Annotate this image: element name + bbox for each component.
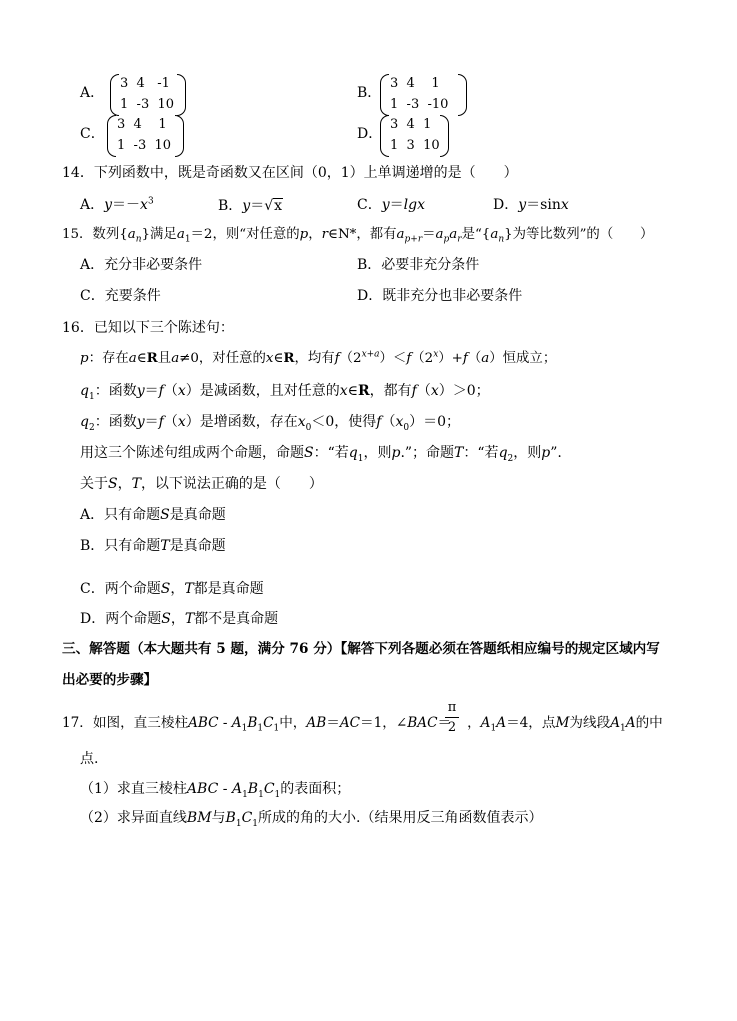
sqrt-sign: √ xyxy=(264,198,274,214)
var: x xyxy=(560,197,569,213)
subscript: 1 xyxy=(258,789,264,800)
superscript: x xyxy=(433,349,439,360)
text: ，则 xyxy=(363,445,392,461)
var: ABC xyxy=(188,715,219,731)
var: x xyxy=(265,351,274,366)
var: A xyxy=(625,715,636,731)
q16-option-d xyxy=(80,612,278,626)
var: T xyxy=(184,611,195,627)
right-paren xyxy=(458,74,467,116)
matrix-row xyxy=(390,76,440,91)
text: ＝ xyxy=(144,383,159,399)
text: ）＜ xyxy=(379,351,407,366)
var: f xyxy=(158,383,164,399)
subscript: 1 xyxy=(274,789,281,800)
var: a xyxy=(171,351,180,366)
matrix-row xyxy=(117,117,167,132)
q14-option-c xyxy=(357,198,425,212)
var: x xyxy=(177,414,186,430)
subscript: 1 xyxy=(357,453,364,464)
text: ，均有 xyxy=(294,351,335,366)
var: a xyxy=(435,227,444,242)
right-paren xyxy=(440,115,449,157)
matrix-row xyxy=(120,76,170,91)
text: ）是减函数，且对任意的 xyxy=(185,383,340,399)
fraction-bar xyxy=(445,717,459,718)
text: }满足 xyxy=(141,227,177,242)
cell: 1 xyxy=(120,97,129,112)
text: ）＝0； xyxy=(409,414,461,430)
var: y xyxy=(104,197,113,213)
q16-about-line xyxy=(80,477,323,491)
text: ＝2，则“对任意的 xyxy=(190,227,300,242)
option-label: A． xyxy=(80,197,105,213)
q17-part1 xyxy=(80,781,351,800)
cell: 1 xyxy=(390,97,399,112)
var: a xyxy=(481,351,490,366)
q17-stem-line1 xyxy=(62,715,663,734)
q16-stem: 16．已知以下三个陈述句： xyxy=(62,320,234,336)
var: a xyxy=(490,227,499,242)
cell: 4 xyxy=(406,117,415,132)
text: ）＞0； xyxy=(438,383,490,399)
text: ＝ xyxy=(250,198,265,214)
var: BM xyxy=(186,810,212,826)
cell: 1 xyxy=(117,138,126,153)
subscript: 2 xyxy=(507,453,514,464)
var: R xyxy=(283,350,295,366)
cell: 10 xyxy=(423,138,440,153)
subscript: 0 xyxy=(305,422,312,433)
text: ：函数 xyxy=(94,414,137,430)
var: B xyxy=(247,781,259,797)
q13-option-a-matrix xyxy=(110,76,185,114)
var: y xyxy=(518,197,527,213)
text: 是真命题 xyxy=(169,538,226,554)
cell: -3 xyxy=(406,97,420,112)
var: S xyxy=(304,445,314,461)
text: ∈ xyxy=(273,351,284,366)
text: ：“若 xyxy=(313,445,349,461)
q13-option-c-label: C． xyxy=(80,126,105,142)
text: 都不是真命题 xyxy=(194,611,279,627)
var: a xyxy=(128,351,137,366)
text: 所成的角的大小.（结果用反三角函数值表示） xyxy=(258,810,543,826)
q13-option-b-label: B． xyxy=(357,85,382,101)
text: （ xyxy=(467,351,482,366)
matrix-row xyxy=(390,138,440,153)
section3-heading-line2: 出必要的步骤】 xyxy=(62,672,158,688)
var: A xyxy=(480,715,491,731)
subscript: n xyxy=(135,234,142,245)
q13-option-d-label: D． xyxy=(357,126,383,142)
cell: 3 xyxy=(390,76,399,91)
var: A xyxy=(610,715,621,731)
subscript: 1 xyxy=(252,818,259,829)
var: f xyxy=(158,414,164,430)
var: y xyxy=(136,414,145,430)
subscript: 1 xyxy=(273,723,280,734)
cell: -3 xyxy=(133,138,147,153)
q16-option-b xyxy=(80,539,226,553)
text: ， xyxy=(117,476,132,492)
subscript: 1 xyxy=(257,723,264,734)
var: p xyxy=(541,445,551,461)
cell: 10 xyxy=(157,97,175,112)
var: a xyxy=(127,227,136,242)
var: a xyxy=(449,227,458,242)
text: ＜0，使得 xyxy=(311,414,377,430)
q15-option-c: C．充要条件 xyxy=(80,288,161,304)
text: ， xyxy=(170,611,185,627)
text: ≠0，对任意的 xyxy=(179,351,266,366)
q17-fraction-pi-over-2 xyxy=(445,700,459,735)
q15-option-d: D．既非充分也非必要条件 xyxy=(357,288,523,304)
var: A xyxy=(496,715,507,731)
text: ＝sin xyxy=(526,197,561,213)
var: a xyxy=(396,227,405,242)
text: 是真命题 xyxy=(169,507,226,523)
var: AC xyxy=(339,715,361,731)
text: 且 xyxy=(157,351,172,366)
var: T xyxy=(454,445,464,461)
var: T xyxy=(184,581,194,597)
var: p xyxy=(80,351,89,366)
text: 为线段 xyxy=(569,715,611,731)
var: x xyxy=(297,414,306,430)
var: C xyxy=(263,781,275,797)
var: x xyxy=(395,414,404,430)
text: ，都有 xyxy=(369,383,412,399)
var: f xyxy=(462,351,468,366)
var: x xyxy=(430,383,439,399)
cell: -3 xyxy=(136,97,150,112)
var: AB xyxy=(306,715,327,731)
text: D．两个命题 xyxy=(80,611,162,627)
option-label: D． xyxy=(493,197,519,213)
text: ：“若 xyxy=(463,445,499,461)
right-paren xyxy=(177,74,186,116)
text: ＝ xyxy=(422,227,436,242)
text: ＝－ xyxy=(112,197,141,213)
text: 17．如图，直三棱柱 xyxy=(62,715,189,731)
text: 是“{ xyxy=(461,227,491,242)
subscript: 1 xyxy=(620,723,626,734)
text: ， xyxy=(170,581,185,597)
matrix-row xyxy=(117,138,171,153)
var: f xyxy=(411,383,417,399)
q14-option-b xyxy=(218,198,283,213)
var: f xyxy=(376,414,382,430)
text: 的中 xyxy=(635,715,663,731)
text: 与 xyxy=(211,810,226,826)
option-label: B． xyxy=(218,198,243,214)
text: ＝ xyxy=(437,715,452,731)
cell: 1 xyxy=(390,138,399,153)
q16-statement-q2 xyxy=(80,414,461,433)
var: y xyxy=(381,197,390,213)
var: q xyxy=(80,383,89,399)
q17-stem-line2: 点. xyxy=(80,751,99,767)
var: S xyxy=(160,507,170,523)
subscript: 1 xyxy=(490,723,497,734)
subscript: 1 xyxy=(242,789,248,800)
text: 都是真命题 xyxy=(193,581,264,597)
cell: 10 xyxy=(154,138,172,153)
var: A xyxy=(231,781,243,797)
text: ＝ xyxy=(389,197,404,213)
text: ∈N*，都有 xyxy=(328,227,397,242)
var: q xyxy=(348,445,358,461)
radicand: x xyxy=(274,198,283,214)
subscript: p+r xyxy=(404,234,423,245)
var: f xyxy=(406,351,412,366)
matrix-row xyxy=(390,117,431,132)
right-paren xyxy=(175,115,184,157)
var: a xyxy=(176,227,185,242)
var: x xyxy=(140,197,148,213)
text: （2 xyxy=(339,351,362,366)
q16-statement-p xyxy=(80,349,557,366)
q14-option-a xyxy=(80,198,154,212)
subscript: 1 xyxy=(184,234,191,245)
cell: -1 xyxy=(157,76,170,91)
q16-option-c xyxy=(80,582,264,596)
q16-option-a xyxy=(80,508,226,522)
text: ）+ xyxy=(438,351,463,366)
matrix-row xyxy=(390,97,448,112)
var: r xyxy=(321,227,329,242)
var: p xyxy=(391,445,401,461)
text: （ xyxy=(416,383,431,399)
cell: 4 xyxy=(136,76,145,91)
cell: 3 xyxy=(406,138,415,153)
q14-stem: 14．下列函数中，既是奇函数又在区间（0，1）上单调递增的是（ ） xyxy=(62,165,518,181)
var: B xyxy=(247,715,258,731)
text: ， xyxy=(467,715,481,731)
denominator: 2 xyxy=(447,720,457,735)
subscript: 1 xyxy=(241,723,248,734)
q16-compose-line xyxy=(80,445,562,464)
text: ∈ xyxy=(136,351,147,366)
subscript: 1 xyxy=(235,818,242,829)
var: q xyxy=(498,445,508,461)
text: ”. xyxy=(550,445,562,461)
text: （2）求异面直线 xyxy=(80,810,187,826)
var: C xyxy=(263,715,274,731)
subscript: r xyxy=(457,234,462,245)
q15-option-b: B．必要非充分条件 xyxy=(357,257,480,273)
text: ＝ xyxy=(326,715,340,731)
var: x xyxy=(177,383,186,399)
text: B．只有命题 xyxy=(80,538,161,554)
text: 的表面积； xyxy=(280,781,351,797)
q13-option-b-matrix xyxy=(380,76,465,114)
cell: 1 xyxy=(158,117,167,132)
var: BAC xyxy=(407,715,438,731)
text: 关于 xyxy=(80,476,108,492)
text: ∈ xyxy=(347,383,358,399)
text: - xyxy=(218,781,232,797)
q13-option-c-matrix xyxy=(107,117,182,155)
var: S xyxy=(108,476,118,492)
text: ：函数 xyxy=(94,383,137,399)
left-paren xyxy=(110,74,119,116)
left-paren xyxy=(107,115,116,157)
numerator: π xyxy=(447,700,457,715)
cell: 3 xyxy=(120,76,129,91)
cell: 1 xyxy=(431,76,440,91)
var: T xyxy=(160,538,170,554)
text: ，以下说法正确的是（ ） xyxy=(140,476,323,492)
q15-option-a: A．充分非必要条件 xyxy=(80,257,203,273)
var: S xyxy=(161,611,171,627)
text: （ xyxy=(163,414,178,430)
text: ）恒成立； xyxy=(489,351,557,366)
q16-statement-q1 xyxy=(80,383,490,402)
var: S xyxy=(160,581,171,597)
subscript: n xyxy=(498,234,505,245)
subscript: 0 xyxy=(403,422,410,433)
cell: 4 xyxy=(406,76,415,91)
var: lgx xyxy=(403,197,425,213)
text: - xyxy=(218,715,232,731)
var: ABC xyxy=(186,781,219,797)
text: ＝ xyxy=(144,414,159,430)
var: A xyxy=(231,715,242,731)
exponent: 3 xyxy=(147,196,154,207)
var: f xyxy=(334,351,340,366)
text: （ xyxy=(163,383,178,399)
var: C xyxy=(241,810,253,826)
var: R xyxy=(146,350,158,366)
q13-option-d-matrix xyxy=(380,117,450,155)
var: y xyxy=(242,198,251,214)
text: 中， xyxy=(279,715,307,731)
text: （1）求直三棱柱 xyxy=(80,781,187,797)
q14-option-d xyxy=(493,198,569,212)
var: y xyxy=(136,383,145,399)
text: （2 xyxy=(411,351,434,366)
subscript: 2 xyxy=(88,422,95,433)
cell: 1 xyxy=(423,117,432,132)
text: ＝4，点 xyxy=(506,715,556,731)
cell: 3 xyxy=(117,117,126,132)
text: .”；命题 xyxy=(400,445,455,461)
subscript: p xyxy=(443,234,450,245)
superscript: x+a xyxy=(361,349,380,360)
cell: 4 xyxy=(133,117,142,132)
text: 用这三个陈述句组成两个命题，命题 xyxy=(80,445,304,461)
text: 15．数列{ xyxy=(62,227,128,242)
subscript: 1 xyxy=(88,391,95,402)
var: M xyxy=(555,715,570,731)
matrix-row xyxy=(120,97,174,112)
cell: -10 xyxy=(427,97,449,112)
text: ）是增函数，存在 xyxy=(185,414,298,430)
text: ＝1，∠ xyxy=(360,715,408,731)
var: B xyxy=(225,810,236,826)
section3-heading-line1: 三、解答题（本大题共有 5 题，满分 76 分）【解答下列各题必须在答题纸相应编号的规定区域内写 xyxy=(62,641,660,657)
var: T xyxy=(131,476,141,492)
var: x xyxy=(339,383,348,399)
text: ：存在 xyxy=(88,351,129,366)
left-paren xyxy=(380,115,389,157)
var: p xyxy=(299,227,309,242)
q13-option-a-label: A． xyxy=(80,85,105,101)
var: R xyxy=(358,383,370,399)
text: ， xyxy=(308,227,322,242)
option-label: C． xyxy=(357,197,382,213)
text: ，则 xyxy=(513,445,542,461)
cell: 3 xyxy=(390,117,399,132)
text: C．两个命题 xyxy=(80,581,161,597)
q15-stem xyxy=(62,227,654,245)
q17-part2 xyxy=(80,810,543,829)
left-paren xyxy=(380,74,389,116)
var: q xyxy=(80,414,89,430)
text: （ xyxy=(381,414,396,430)
text: A．只有命题 xyxy=(80,507,161,523)
text: }为等比数列”的（ ） xyxy=(504,227,654,242)
